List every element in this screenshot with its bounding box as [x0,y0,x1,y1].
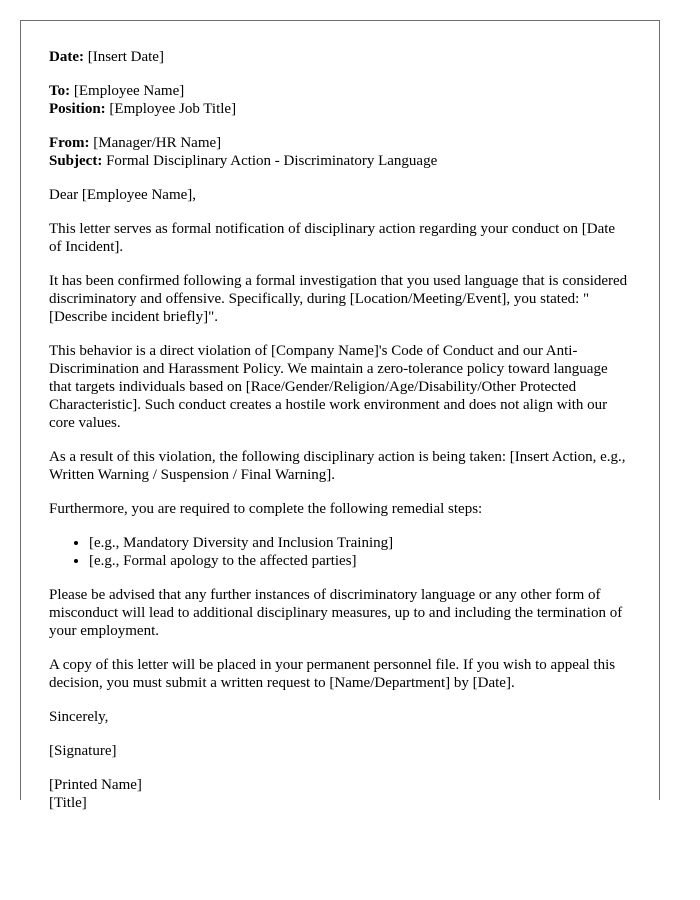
letter-body [21,21,659,812]
signer-title: [Title] [49,795,87,811]
to-value: [Employee Name] [70,83,185,99]
subject-label: Subject: [49,153,103,169]
paragraph-remedial-intro: Furthermore, you are required to complete the following remedial steps: [49,501,483,517]
paragraph-appeal: A copy of this letter will be placed in your permanent personnel file. If you wish to appeal this decision, you must submit a written request to [Name/Department] by [Date]. [49,657,616,691]
to-line [49,82,631,100]
letter-document [20,20,660,811]
list-item: • [e.g., Formal apology to the affected parties] [89,552,631,570]
to-label: To: [49,83,71,99]
date-label: Date: [49,49,84,65]
paragraph-notification: This letter serves as formal notification of disciplinary action regarding your conduct on [Date of Incident]. [49,221,616,255]
sender-block [49,134,631,170]
closing: Sincerely, [49,709,109,725]
from-line [49,134,631,152]
subject-line [49,152,631,170]
signature: [Signature] [49,743,117,759]
from-value: [Manager/HR Name] [89,135,222,151]
list-item: • [e.g., Mandatory Diversity and Inclusion Training] [89,534,631,552]
date-line [49,48,631,66]
paragraph-further-misconduct: Please be advised that any further instances of discriminatory language or any other form of misconduct will lead to additional disciplinary measures, up to and including the termination of your employment. [49,587,623,639]
position-value: [Employee Job Title] [105,101,237,117]
date-value: [Insert Date] [83,49,164,65]
subject-value: Formal Disciplinary Action - Discriminatory Language [102,153,438,169]
paragraph-policy-violation: This behavior is a direct violation of [Company Name]'s Code of Conduct and our Anti-Discrimination and Harassment Policy. We maintain a zero-tolerance policy toward language that targets individuals based on [Race/Gender/Religion/Age/Disability/Other Protected Characteristic]. Such conduct creates a hostile work environment and does not align with our core values. [49,343,608,431]
salutation: Dear [Employee Name], [49,187,197,203]
from-label: From: [49,135,90,151]
paragraph-investigation: It has been confirmed following a formal investigation that you used language that is considered discriminatory and offensive. Specifically, during [Location/Meeting/Event], you stated: "[Describe incident briefly]". [49,273,628,325]
printed-name: [Printed Name] [49,777,142,793]
position-label: Position: [49,101,106,117]
remedial-steps-list [49,534,631,570]
recipient-block [49,82,631,118]
paragraph-disciplinary-action: As a result of this violation, the following disciplinary action is being taken: [Insert Action, e.g., Written Warning / Suspension / Final Warning]. [49,449,626,483]
position-line [49,100,631,118]
